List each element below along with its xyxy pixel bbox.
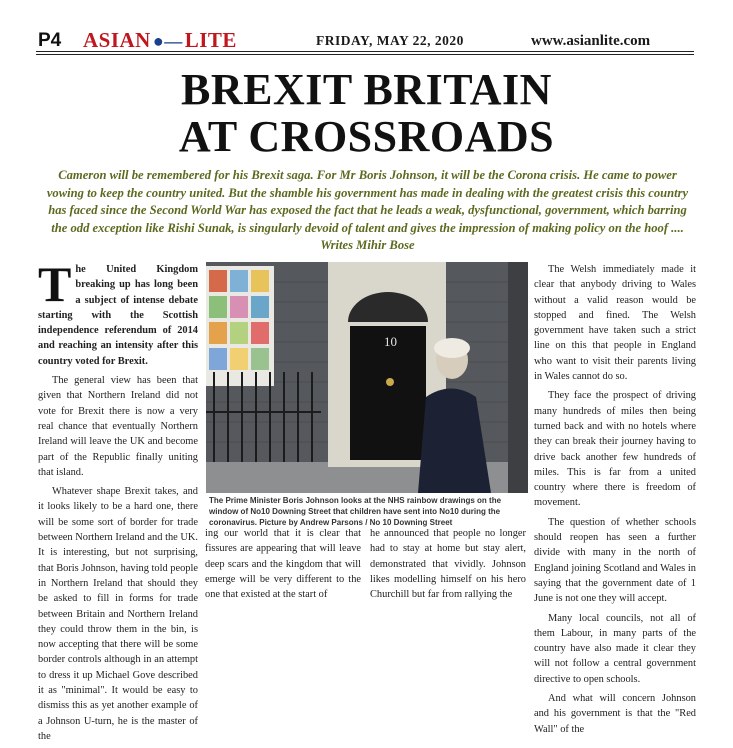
page-number: P4 [38, 30, 62, 51]
body-paragraph: ing our world that it is clear that fissures are appearing that will leave deep scars and the kingdom that will emerge will be very different to the one that existed at the start of [205, 528, 361, 601]
column-2 [205, 526, 361, 606]
body-paragraph: Many local councils, not all of them Labour, in many parts of the country have also made it clear they will not follow a central government directive to open schools. [534, 612, 696, 685]
body-paragraph: They face the prospect of driving many hundreds of miles then being turned back and with no hotels where they can break their journey having to drive back another few hundreds of miles. This is far from a united country where there is freedom of movement. [534, 390, 696, 509]
rainbow-window [206, 266, 274, 386]
body-paragraph: The general view has been that given that Northern Ireland did not vote for Brexit there is now a very real chance that eventually Northern Ireland will leave the UK and become part of the Republic finally uniting that island. [38, 375, 198, 478]
logo-word-asian: ASIAN [83, 28, 151, 52]
door-knocker [386, 378, 394, 386]
logo-emblem-icon: ●— [152, 31, 183, 51]
photo-caption: The Prime Minister Boris Johnson looks at the NHS rainbow drawings on the window of No10 Downing Street that children have sent into No10 during the coronavirus. Picture by Andrew Parsons / No 10 Downing Street [209, 496, 502, 527]
lead-paragraph [38, 256, 198, 369]
header-rule-bottom [36, 54, 694, 55]
article-headline [0, 66, 733, 160]
logo-word-lite: LITE [184, 28, 237, 52]
lead-text: he United Kingdom breaking up has long been a subject of intense debate starting with the Scottish independence referendum of 2014 and reaching an intensity after this country voted for Brexit. [38, 264, 198, 367]
article-standfirst: Cameron will be remembered for his Brexit saga. For Mr Boris Johnson, it will be the Corona crisis. He came to power vowing to keep the country united. But the shamble his government has made in dealing with the greatest crisis this country has faced since the Second World War has exposed the fact that he leads a weak, dysfunctional, government, which barring the odd exception like Rishi Sunak, is singularly devoid of talent and gives the impression of making policy on the hoof .... Writes Mihir Bose [46, 168, 689, 253]
column-1 [38, 256, 198, 748]
body-paragraph: The question of whether schools should reopen has seen a further divide with many in the north of England joining Scotland and Wales in saying that the government date of 1 June is not one they will accept. [534, 516, 696, 605]
body-paragraph: he announced that people no longer had to stay at home but stay alert, demonstrated that vividly. Johnson likes modelling himself on his hero Churchill but far from rallying the [370, 528, 526, 601]
article-photo [206, 262, 528, 493]
column-4 [534, 262, 696, 741]
page-header [0, 0, 733, 52]
header-rule-top [36, 51, 694, 52]
door-number: 10 [384, 334, 397, 349]
publication-logo [83, 28, 237, 53]
body-paragraph: The Welsh immediately made it clear that anybody driving to Wales without a valid reason would be stopped and fined. The Welsh government have taken such a strict line on this that people in England who want to visit their parents living in Wales cannot do so. [534, 264, 696, 383]
headline-line-2: AT CROSSROADS [178, 112, 555, 161]
drop-cap: T [38, 256, 72, 312]
headline-line-1: BREXIT BRITAIN [181, 65, 552, 114]
issue-date: FRIDAY, MAY 22, 2020 [316, 33, 464, 48]
body-paragraph: And what will concern Johnson and his government is that the "Red Wall" of the [534, 693, 696, 735]
body-paragraph: Whatever shape Brexit takes, and it looks likely to be a hard one, there will be some sort of border for trade between Northern Ireland and the UK. It is interesting, but not surprising, that Boris Johnson, having told people in Northern Ireland that should they be asked to fill in forms for trade between Britain and Northern Ireland they could throw them in the bin, is now accepting that there will be some border controls although in an attempt to dress it up Michael Gove described it as "minimal". It would be easy to dismiss this as yet another example of a Johnson U-turn, he is the master of the [38, 486, 198, 742]
downing-street-photo [206, 262, 528, 493]
website-link[interactable]: www.asianlite.com [531, 33, 651, 49]
column-3 [370, 526, 526, 606]
right-window [508, 262, 528, 493]
